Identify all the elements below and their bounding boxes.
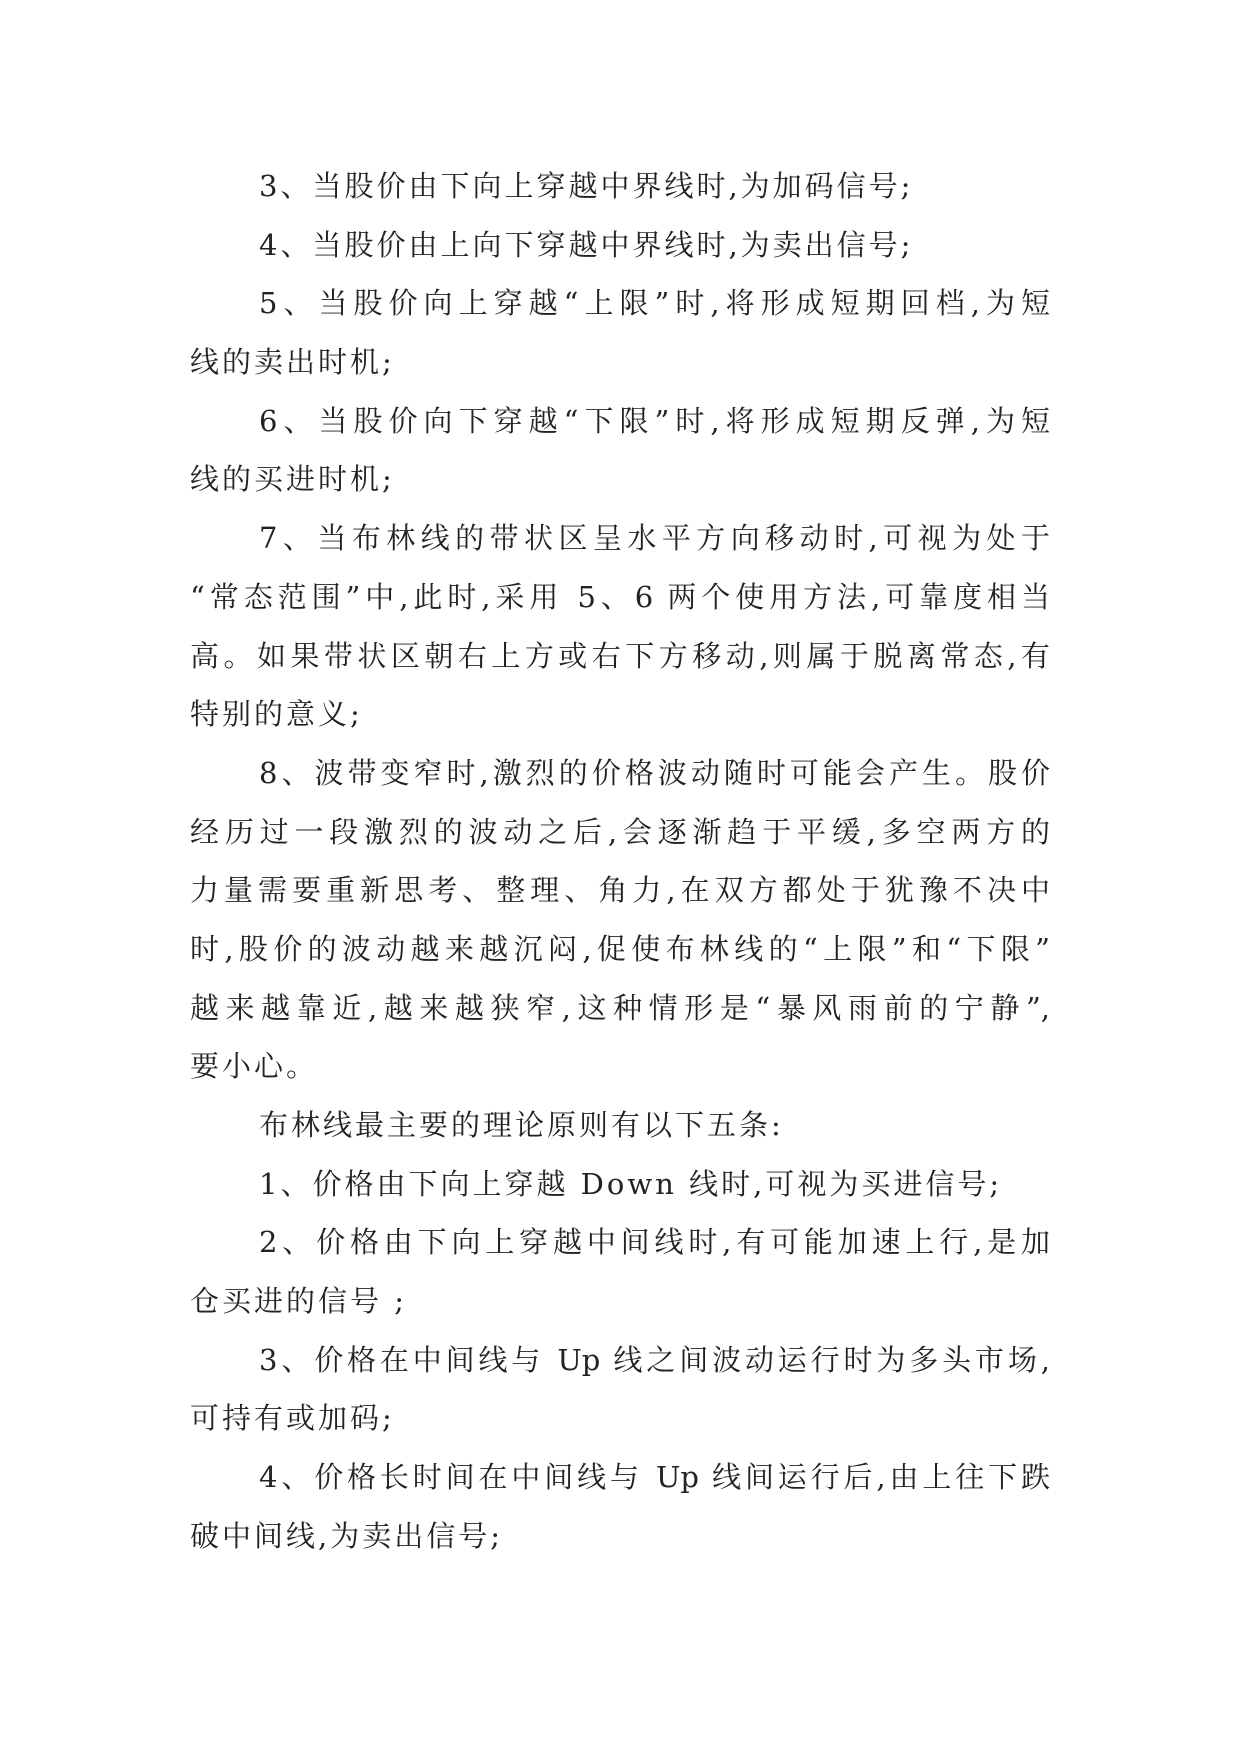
text-line: 经历过一段激烈的波动之后,会逐渐趋于平缓,多空两方的 [190,814,1050,849]
text-line: 越来越靠近,越来越狭窄,这种情形是“暴风雨前的宁静”, [190,990,1050,1025]
text-line: 2、价格由下向上穿越中间线时,有可能加速上行,是加 [259,1225,1050,1260]
paragraph-principle-3 [190,1331,1050,1448]
text-line: 3、当股价由下向上穿越中界线时,为加码信号; [259,169,914,203]
text-line: 1、价格由下向上穿越 Down 线时,可视为买进信号; [259,1166,1003,1201]
paragraph-rule-7-band-horizontal [190,509,1050,744]
text-line: 布林线最主要的理论原则有以下五条: [259,1108,784,1142]
text-line: 要小心。 [190,1049,319,1084]
text-line: 力量需要重新思考、整理、角力,在双方都处于犹豫不决中 [190,873,1050,908]
text-line: 时,股价的波动越来越沉闷,促使布林线的“上限”和“下限” [190,931,1050,966]
text-line: 线的卖出时机; [190,345,395,380]
text-line: 线的买进时机; [190,462,395,497]
text-line: “常态范围”中,此时,采用 5、6 两个使用方法,可靠度相当 [190,579,1050,614]
text-line: 特别的意义; [190,697,363,732]
paragraph-rule-5-upper-limit [190,274,1050,391]
paragraph-rule-4-midline-down [190,216,1050,275]
paragraph-principle-1 [190,1155,1050,1214]
document-body [190,157,1050,1566]
paragraph-rule-3-midline-up [190,157,1050,216]
paragraph-principles-intro [190,1096,1050,1155]
paragraph-principle-4 [190,1448,1050,1565]
text-line: 高。如果带状区朝右上方或右下方移动,则属于脱离常态,有 [190,638,1050,673]
text-line: 可持有或加码; [190,1401,395,1436]
text-line: 仓买进的信号 ; [190,1284,407,1319]
paragraph-rule-6-lower-limit [190,392,1050,509]
text-line: 8、波带变窄时,激烈的价格波动随时可能会产生。股价 [259,755,1050,790]
paragraph-rule-8-band-narrowing [190,744,1050,1096]
text-line: 4、当股价由上向下穿越中界线时,为卖出信号; [259,227,914,262]
text-line: 破中间线,为卖出信号; [190,1518,503,1553]
paragraph-principle-2 [190,1213,1050,1330]
text-line: 7、当布林线的带状区呈水平方向移动时,可视为处于 [259,521,1050,556]
text-line: 4、价格长时间在中间线与 Up 线间运行后,由上往下跌 [259,1460,1050,1495]
text-line: 5、当股价向上穿越“上限”时,将形成短期回档,为短 [259,286,1050,321]
text-line: 3、价格在中间线与 Up 线之间波动运行时为多头市场, [259,1342,1050,1377]
text-line: 6、当股价向下穿越“下限”时,将形成短期反弹,为短 [259,403,1050,438]
